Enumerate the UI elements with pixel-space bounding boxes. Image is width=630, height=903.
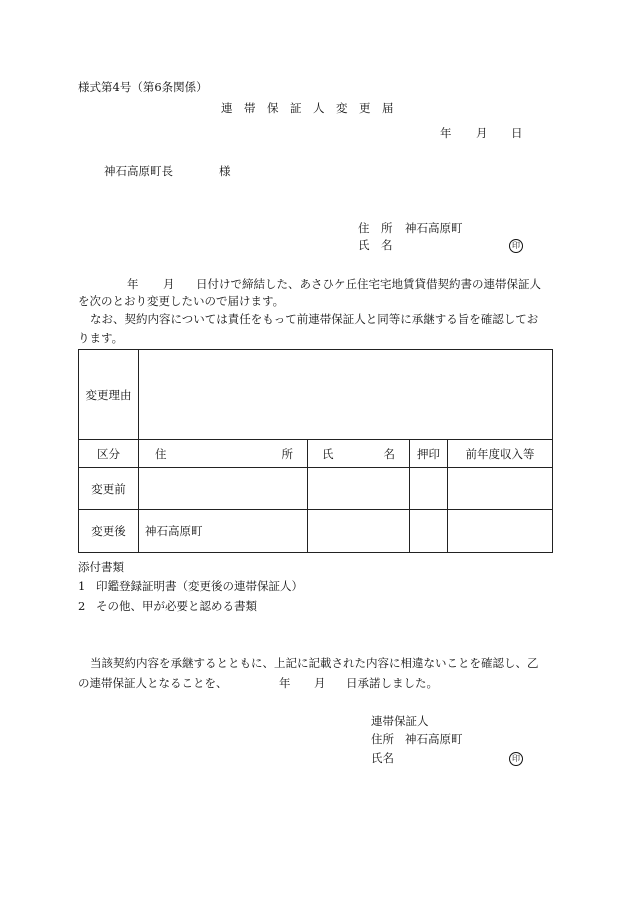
applicant-name-label: 氏 名 [358,238,393,252]
applicant-address-label: 住 所 [358,221,393,235]
header-income: 前年度収入等 [448,440,553,468]
guarantor-address-value: 神石高原町 [405,732,463,746]
date-month: 月 [476,126,488,140]
table-row [79,510,553,553]
body-line4: ります。 [78,331,124,345]
guarantor-seal-mark-icon: 印 [509,752,523,766]
consent-line1: 当該契約内容を承継するとともに、上記に記載された内容に相違ないことを確認し、乙 [90,656,539,670]
reason-input-cell[interactable] [139,350,553,440]
consent-line2-a: の連帯保証人となることを、 [78,676,228,690]
header-name [308,440,410,468]
row-label-after: 変更後 [79,510,139,553]
reason-label-cell [79,350,139,440]
guarantor-change-table [78,349,553,553]
body-line3: なお、契約内容については責任をもって前連帯保証人と同等に承継する旨を確認してお [90,312,539,326]
row-before-income[interactable] [448,468,553,510]
row-label-before: 変更前 [79,468,139,510]
row-after-seal[interactable] [410,510,448,553]
consent-year: 年 [279,676,291,690]
applicant-address-value: 神石高原町 [405,221,463,235]
addressee-honorific: 様 [219,164,231,178]
header-address-a: 住 [155,446,167,461]
document-title: 連 帯 保 証 人 変 更 届 [221,101,394,115]
header-address-b: 所 [281,446,293,461]
guarantor-title: 連帯保証人 [371,714,429,728]
date-year: 年 [440,126,452,140]
guarantor-name-label: 氏名 [371,751,394,765]
row-after-income[interactable] [448,510,553,553]
attachment-2-num: 2 [78,599,86,613]
row-before-name[interactable] [308,468,410,510]
seal-mark-icon: 印 [509,239,523,253]
body-year: 年 [127,277,139,291]
header-name-b: 名 [383,446,395,461]
body-line2: を次のとおり変更したいので届けます。 [78,294,285,308]
attachment-1-num: 1 [78,579,86,593]
body-line1: 日付けで締結した、あさひケ丘住宅宅地賃貸借契約書の連帯保証人 [196,277,541,291]
reason-label: 変更理由 [85,387,132,402]
header-seal: 押印 [410,440,448,468]
header-category: 区分 [79,440,139,468]
attachment-1-text: 印鑑登録証明書（変更後の連帯保証人） [96,579,303,593]
header-address [139,440,308,468]
form-number: 様式第4号（第6条関係） [78,80,208,94]
guarantor-address-label: 住所 [371,732,394,746]
table-row [79,468,553,510]
attachment-2-text: その他、甲が必要と認める書類 [96,599,257,613]
row-after-name[interactable] [308,510,410,553]
row-after-address[interactable]: 神石高原町 [139,510,308,553]
body-month: 月 [163,277,175,291]
addressee-name: 神石高原町長 [104,164,173,178]
attachments-heading: 添付書類 [78,560,124,574]
row-before-seal[interactable] [410,468,448,510]
consent-line2-b: 日承諾しました。 [346,676,438,690]
date-day: 日 [511,126,523,140]
row-before-address[interactable] [139,468,308,510]
header-name-a: 氏 [322,446,334,461]
consent-month: 月 [314,676,326,690]
